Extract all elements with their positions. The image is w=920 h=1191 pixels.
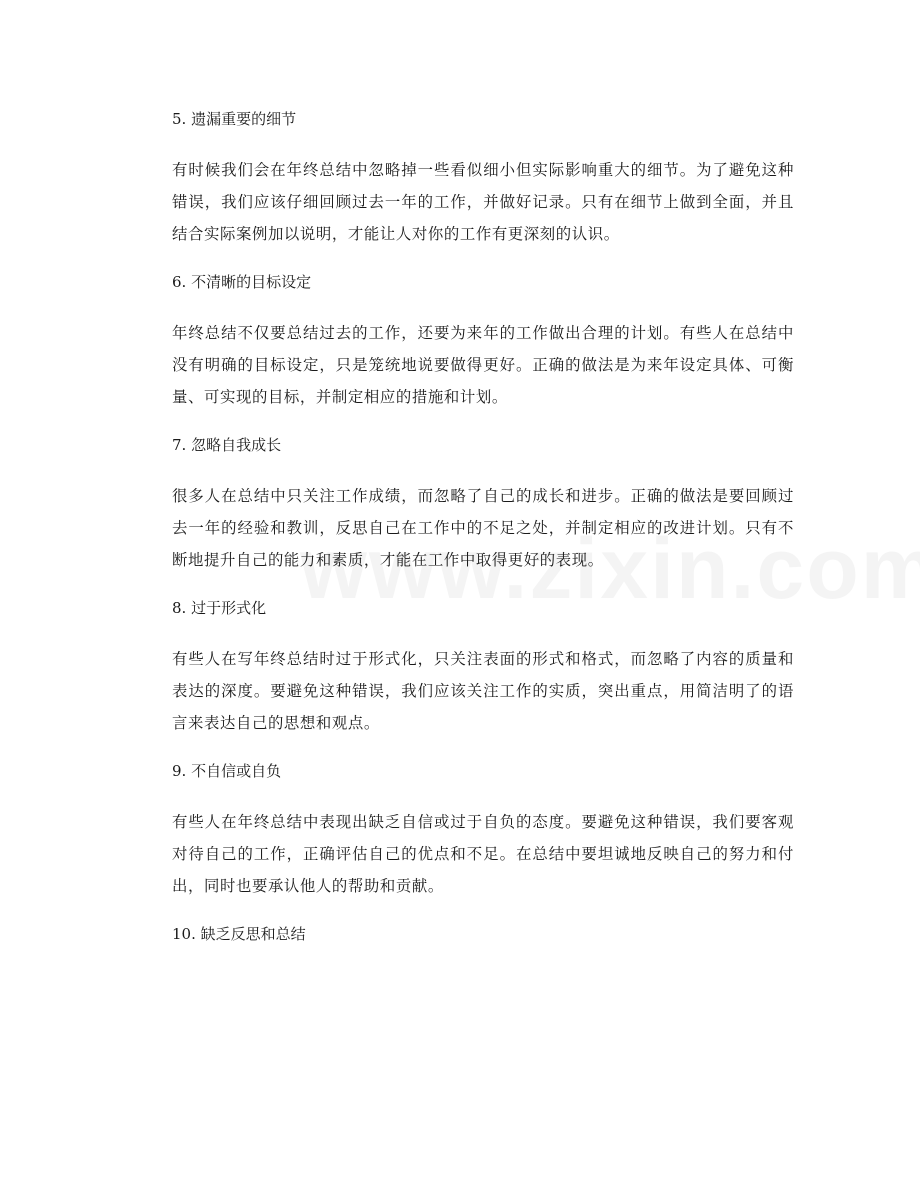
section-heading-5: 5. 遗漏重要的细节 [172, 110, 297, 128]
section-body-7: 很多人在总结中只关注工作成绩，而忽略了自己的成长和进步。正确的做法是要回顾过去一年的经验和教训，反思自己在工作中的不足之处，并制定相应的改进计划。只有不断地提升自己的能力和素质，才能在工作中取得更好的表现。 [172, 487, 794, 569]
section-heading-10: 10. 缺乏反思和总结 [172, 925, 306, 943]
section-heading-7: 7. 忽略自我成长 [172, 436, 282, 454]
document-content [172, 104, 794, 949]
section-body-6: 年终总结不仅要总结过去的工作，还要为来年的工作做出合理的计划。有些人在总结中没有明确的目标设定，只是笼统地说要做得更好。正确的做法是为来年设定具体、可衡量、可实现的目标，并制定相应的措施和计划。 [172, 324, 794, 406]
section-heading-6: 6. 不清晰的目标设定 [172, 273, 312, 291]
section-heading-9: 9. 不自信或自负 [172, 762, 282, 780]
section-heading-8: 8. 过于形式化 [172, 599, 267, 617]
section-body-9: 有些人在年终总结中表现出缺乏自信或过于自负的态度。要避免这种错误，我们要客观对待自己的工作，正确评估自己的优点和不足。在总结中要坦诚地反映自己的努力和付出，同时也要承认他人的帮助和贡献。 [172, 813, 794, 895]
section-body-8: 有些人在写年终总结时过于形式化，只关注表面的形式和格式，而忽略了内容的质量和表达的深度。要避免这种错误，我们应该关注工作的实质，突出重点，用简洁明了的语言来表达自己的思想和观点。 [172, 650, 794, 732]
section-body-5: 有时候我们会在年终总结中忽略掉一些看似细小但实际影响重大的细节。为了避免这种错误，我们应该仔细回顾过去一年的工作，并做好记录。只有在细节上做到全面，并且结合实际案例加以说明，才能让人对你的工作有更深刻的认识。 [172, 161, 794, 243]
